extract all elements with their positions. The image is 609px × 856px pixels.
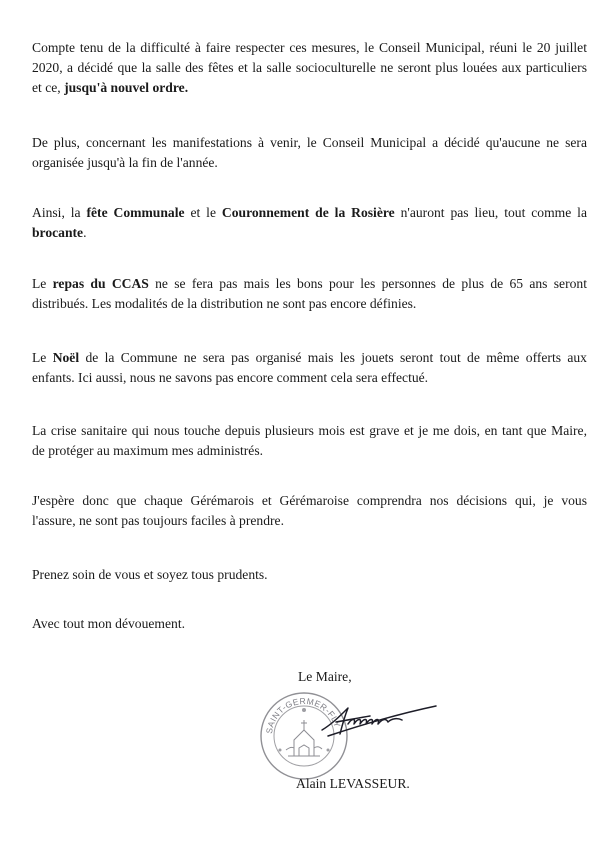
text-run: .: [184, 80, 189, 95]
signoff-title: Le Maire,: [298, 669, 352, 684]
text-run: n'auront pas lieu, tout comme la: [394, 205, 587, 220]
paragraph-devouement: [32, 614, 587, 634]
text-run: .: [83, 225, 87, 240]
bold-text: brocante: [32, 225, 84, 240]
paragraph-crise-sanitaire: [32, 421, 587, 461]
text-line: l'assure, ne sont pas toujours faciles à prendre.: [32, 513, 284, 528]
text-run: Ainsi, la: [32, 205, 87, 220]
paragraph-decisions: [32, 491, 587, 531]
bold-text: fête Communale: [86, 205, 185, 220]
text-run: Le: [32, 276, 53, 291]
text-line: [32, 348, 587, 368]
bold-text: Couronnement de la Rosière: [221, 205, 395, 220]
text-run: Le: [32, 350, 53, 365]
text-run: et ce,: [32, 80, 65, 95]
text-line: La crise sanitaire qui nous touche depuis plusieurs mois est grave et je me dois, en tant que Maire,: [32, 423, 587, 438]
text-line: Compte tenu de la difficulté à faire respecter ces mesures, le Conseil Municipal, réuni le 20 juillet: [32, 40, 587, 55]
paragraph-fete-communale: [32, 203, 587, 243]
text-line: enfants. Ici aussi, nous ne savons pas encore comment cela sera effectué.: [32, 370, 429, 385]
text-line: de protéger au maximum mes administrés.: [32, 443, 264, 458]
text-run: de la Commune ne sera pas organisé mais les jouets seront tout de même offerts aux: [79, 350, 587, 365]
text-line: Prenez soin de vous et soyez tous prudents.: [32, 567, 268, 582]
paragraph-manifestations: [32, 133, 587, 173]
bold-text: repas du CCAS: [52, 276, 149, 291]
signature-icon: [318, 700, 440, 740]
text-line: distribués. Les modalités de la distribution ne sont pas encore définies.: [32, 296, 417, 311]
text-line: organisée jusqu'à la fin de l'année.: [32, 155, 218, 170]
bold-text: Noël: [52, 350, 80, 365]
paragraph-salle-location: [32, 38, 587, 98]
text-line: [32, 203, 587, 223]
text-line: [32, 78, 587, 98]
text-line: De plus, concernant les manifestations à venir, le Conseil Municipal a décidé qu'aucune ne sera: [32, 135, 587, 150]
text-line: J'espère donc que chaque Gérémarois et Gérémaroise comprendra nos décisions qui, je vous: [32, 493, 587, 508]
paragraph-prenez-soin: [32, 565, 587, 585]
svg-text:SAINT-GERMER-FLY: SAINT-GERMER-FLY: [264, 695, 343, 735]
paragraph-noel: [32, 348, 587, 388]
text-line: [32, 223, 587, 243]
bold-text: jusqu'à nouvel ordre: [64, 80, 185, 95]
text-line: [32, 274, 587, 294]
signoff-name: Alain LEVASSEUR.: [296, 776, 410, 791]
text-line: 2020, a décidé que la salle des fêtes et la salle socioculturelle ne seront plus louées aux particuliers: [32, 60, 587, 75]
text-run: et le: [184, 205, 222, 220]
text-run: ne se fera pas mais les bons pour les personnes de plus de 65 ans seront: [148, 276, 587, 291]
text-line: Avec tout mon dévouement.: [32, 616, 186, 631]
paragraph-repas-ccas: [32, 274, 587, 314]
